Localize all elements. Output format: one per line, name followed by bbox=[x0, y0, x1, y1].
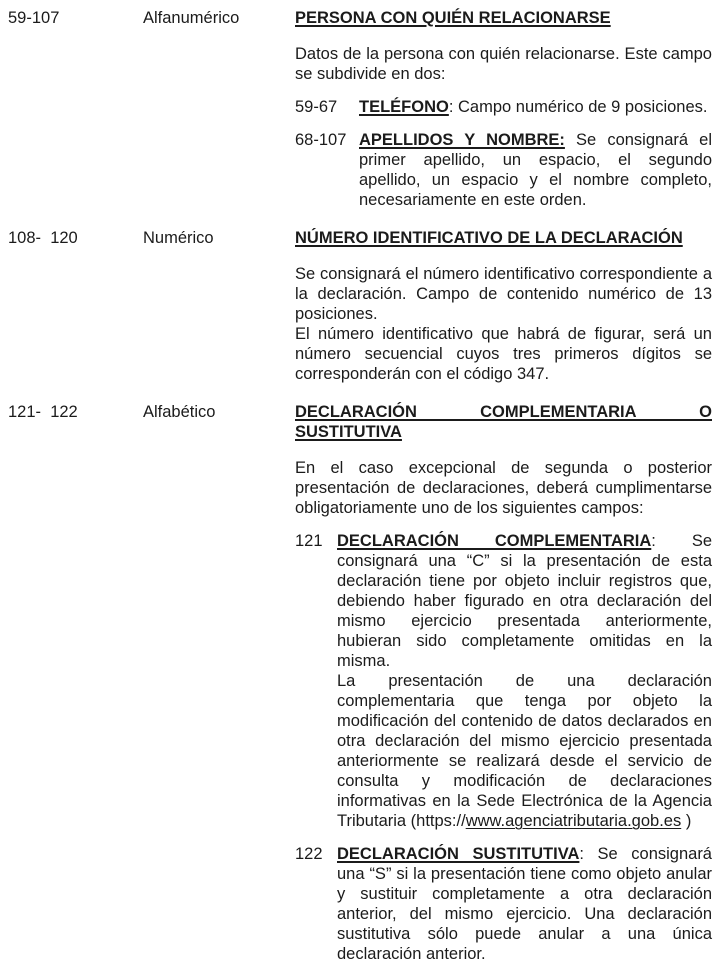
agenciatributaria-url-link[interactable]: www.agenciatributaria.gob.es bbox=[465, 812, 682, 830]
subfield-label: TELÉFONO bbox=[359, 98, 449, 116]
subfield-paragraph bbox=[337, 671, 712, 831]
subfield-text: La presentación de una declaración complementaria que tenga por objeto la modificación del contenido de datos declarados en otra declaración del mismo ejercicio presentada anteriormente se realizará desde el servicio de consulta y modificación de declaraciones informativas en la Sede Electrónica de la Agencia Tributaria (https:// bbox=[337, 672, 712, 830]
data-type: Alfabético bbox=[143, 403, 216, 421]
field-heading bbox=[295, 8, 712, 28]
subfield-text: Se consignará el primer apellido, un espacio, el segundo apellido, un espacio y el nombre completo, necesariamente en este orden. bbox=[359, 131, 713, 209]
subfield-number: 68-107 bbox=[295, 131, 347, 149]
field-description-column bbox=[295, 8, 712, 210]
field-heading-line2-text: SUSTITUTIVA bbox=[295, 423, 402, 441]
subfield-apellidos-nombre bbox=[295, 130, 712, 210]
subfield-number: 121 bbox=[295, 532, 323, 550]
subfield-text: : Campo numérico de 9 posiciones. bbox=[448, 98, 708, 116]
field-intro-paragraph: En el caso excepcional de segunda o posterior presentación de declaraciones, deberá cumplimentarse obligatoriamente uno de los siguientes campos: bbox=[295, 459, 712, 517]
field-heading-text: PERSONA CON QUIÉN RELACIONARSE bbox=[295, 9, 611, 27]
subfield-number: 59-67 bbox=[295, 98, 338, 116]
field-description-block bbox=[295, 264, 712, 384]
subfield-paragraph bbox=[337, 844, 712, 964]
position-range: 59-107 bbox=[8, 9, 60, 27]
field-heading bbox=[295, 228, 712, 248]
subfield-text: : Se consignará una “C” si la presentación de esta declaración tiene por objeto incluir registros que, debiendo haber figurado en otra declaración del mismo ejercicio presentada anteriormente, hubieran sido completamente omitidas en la misma. bbox=[337, 532, 712, 670]
field-heading bbox=[295, 402, 712, 442]
subfield-122-declaracion-sustitutiva bbox=[295, 844, 712, 964]
field-paragraph: Se consignará el número identificativo correspondiente a la declaración. Campo de contenido numérico de 13 posiciones. bbox=[295, 265, 712, 323]
subfield-telefono bbox=[295, 97, 712, 117]
field-row-108-120 bbox=[8, 228, 712, 384]
field-heading-line1: DECLARACIÓN COMPLEMENTARIA O bbox=[295, 403, 712, 421]
field-row-59-107 bbox=[8, 8, 712, 210]
subfield-label: DECLARACIÓN SUSTITUTIVA bbox=[337, 845, 580, 863]
subfield-number: 122 bbox=[295, 845, 323, 863]
field-row-121-122 bbox=[8, 402, 712, 964]
subfield-label: APELLIDOS Y NOMBRE: bbox=[359, 131, 565, 149]
position-range: 121- 122 bbox=[8, 403, 78, 421]
field-description-column bbox=[295, 402, 712, 964]
subfield-text: ) bbox=[681, 812, 692, 830]
field-description-column bbox=[295, 228, 712, 384]
subfield-paragraph bbox=[337, 531, 712, 671]
subfield-text: : Se consignará una “S” si la presentación tiene como objeto anular y sustituir completamente a otra declaración anterior, del mismo ejercicio. Una declaración sustitutiva sólo puede anular a una única declaración anterior. bbox=[337, 845, 712, 963]
field-heading-line2 bbox=[295, 422, 712, 442]
subfield-label: DECLARACIÓN COMPLEMENTARIA bbox=[337, 532, 652, 550]
field-heading-text: NÚMERO IDENTIFICATIVO DE LA DECLARACIÓN bbox=[295, 229, 683, 247]
subfield-121-declaracion-complementaria bbox=[295, 531, 712, 831]
position-range: 108- 120 bbox=[8, 229, 78, 247]
field-intro-paragraph: Datos de la persona con quién relacionarse. Este campo se subdivide en dos: bbox=[295, 45, 712, 83]
field-paragraph: El número identificativo que habrá de figurar, será un número secuencial cuyos tres primeros dígitos se corresponderán con el código 347. bbox=[295, 325, 712, 383]
data-type: Numérico bbox=[143, 229, 214, 247]
data-type: Alfanumérico bbox=[143, 9, 240, 27]
